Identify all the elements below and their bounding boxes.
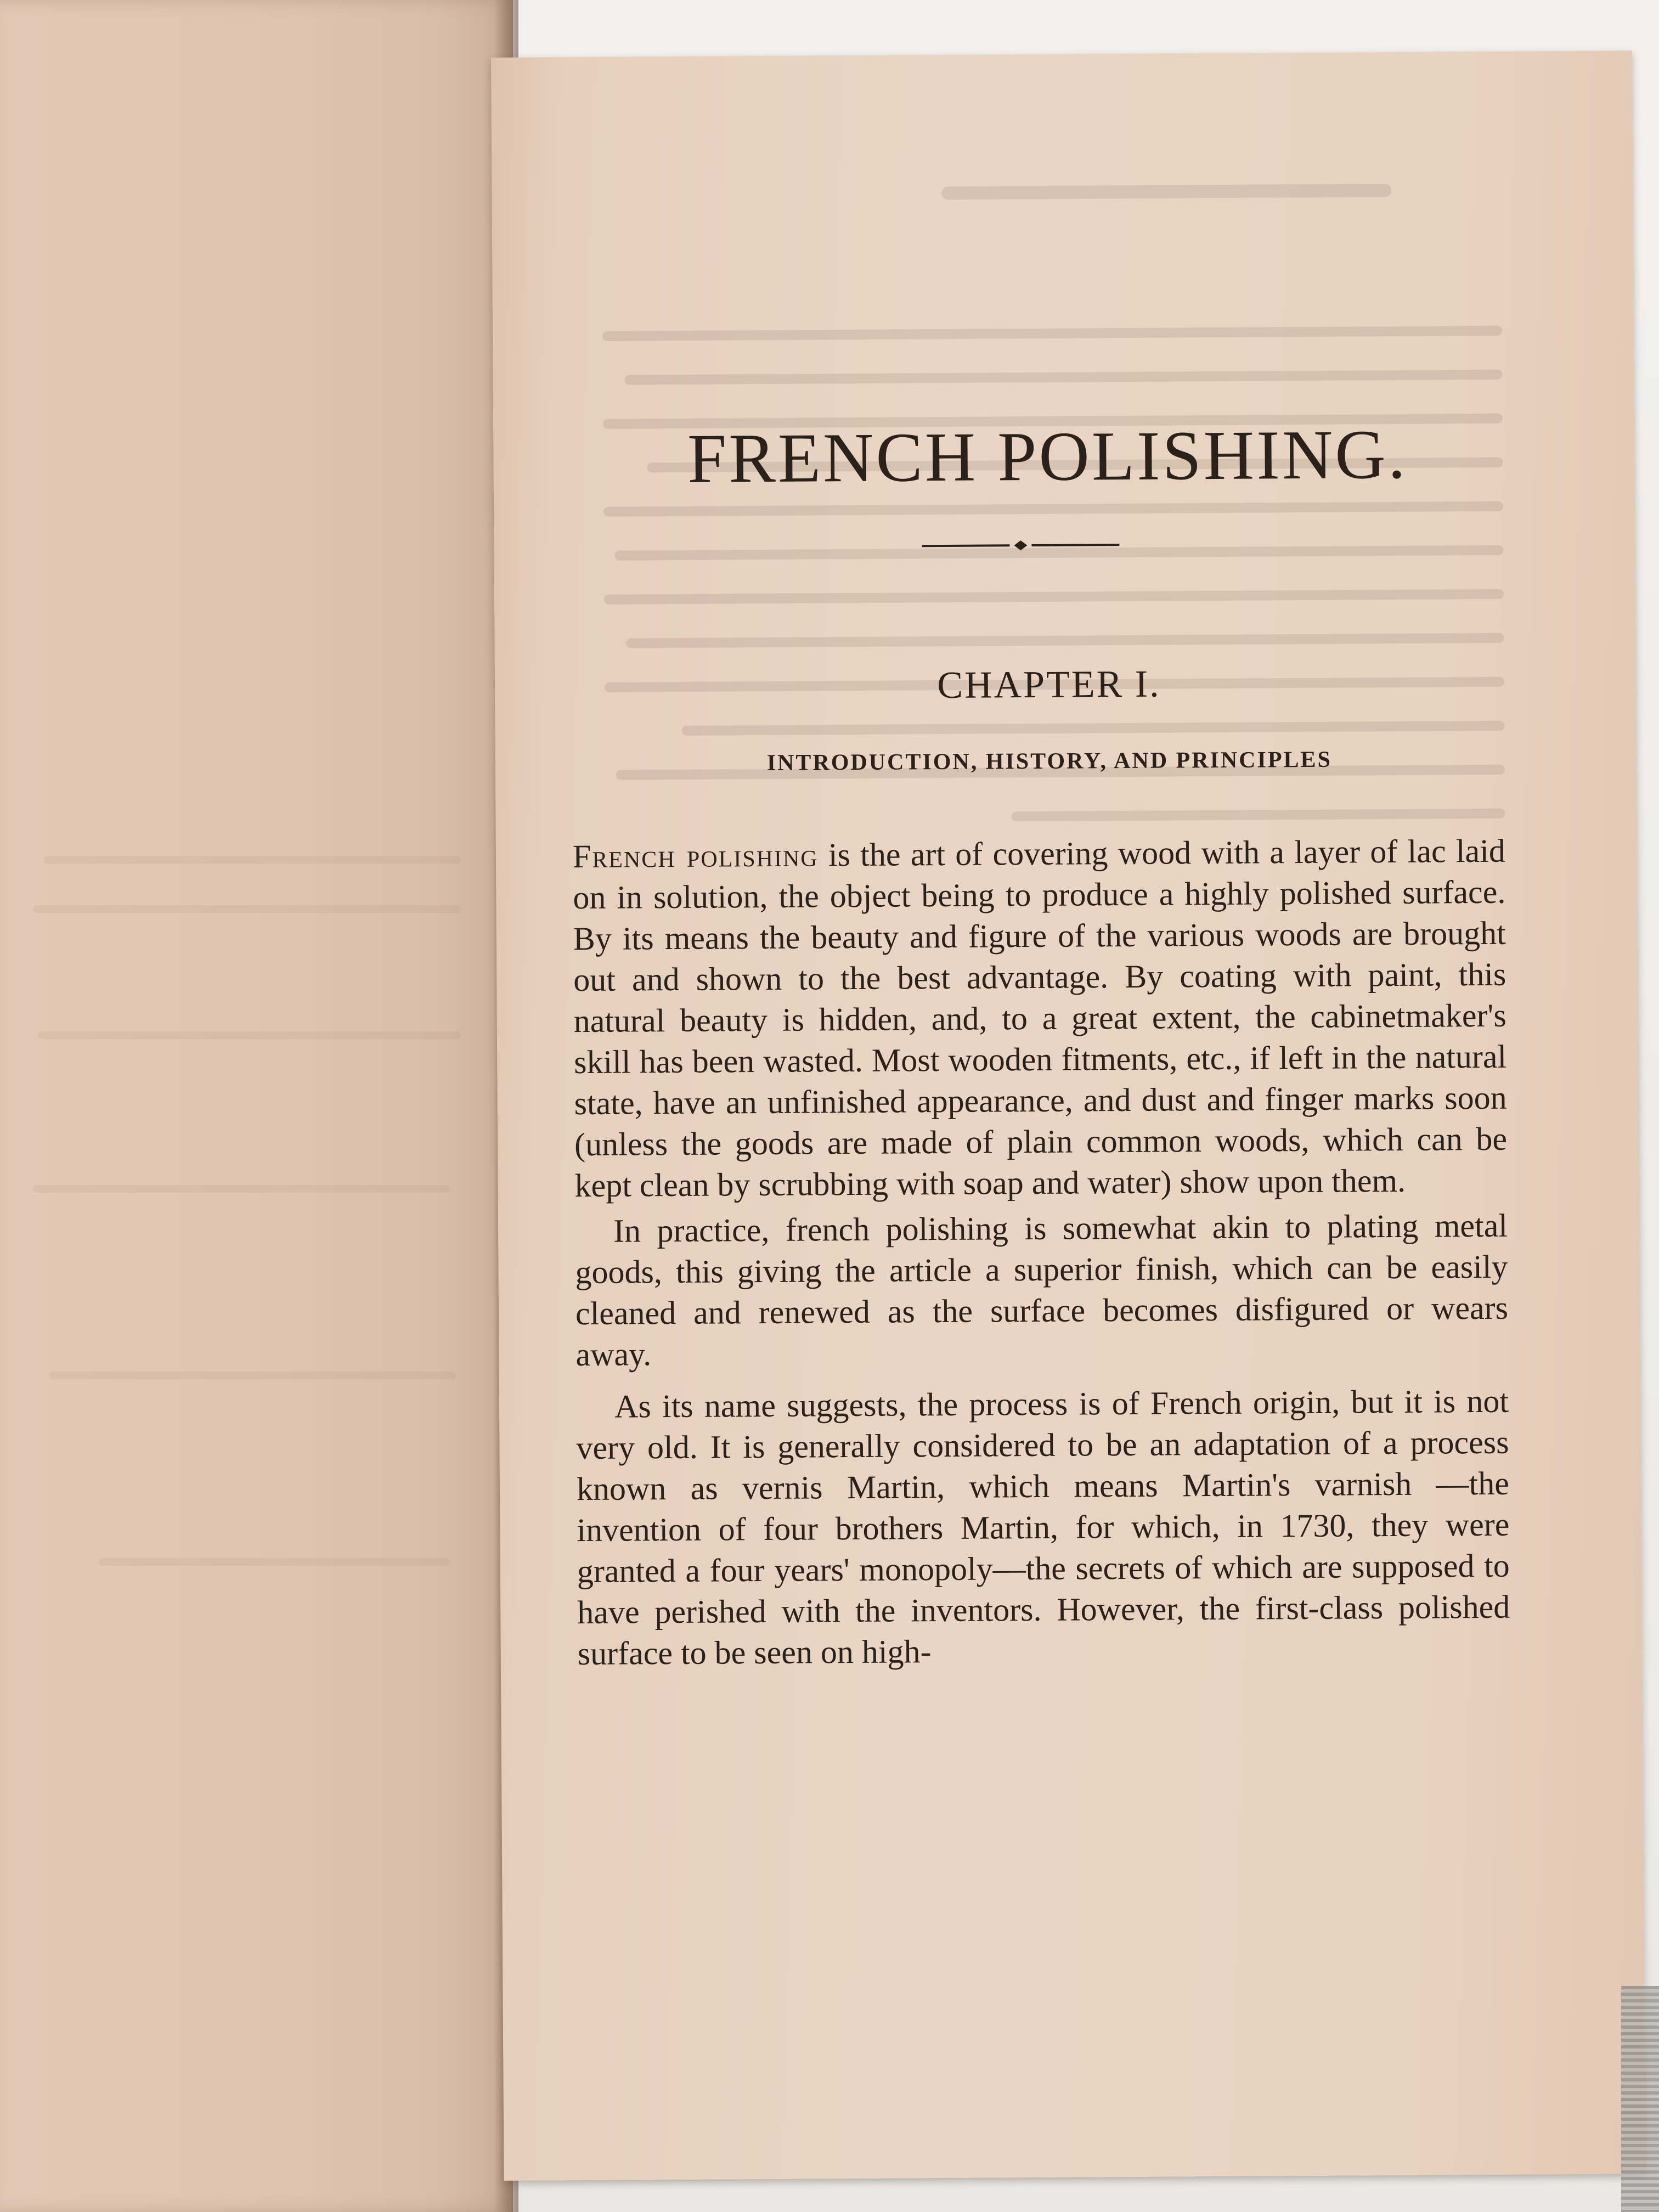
bleed-through-line bbox=[604, 589, 1504, 605]
bleed-through-line bbox=[626, 633, 1504, 648]
title-rule-ornament bbox=[922, 537, 1119, 554]
paragraph-2: In practice, french polishing is somewhat akin to plating metal goods, this giving the article a superior finish, which can be easily cleaned and renewed as the surface becomes disfigured or wears away. bbox=[575, 1207, 1509, 1373]
bleed-through-line bbox=[38, 1031, 461, 1039]
bleed-through-line bbox=[33, 905, 461, 913]
bleed-through-line bbox=[44, 856, 461, 864]
lead-in-small-caps: French polishing bbox=[572, 837, 819, 875]
paragraph-3: As its name suggests, the process is of French origin, but it is not very old. It is generally considered to be an adaptation of a process known as vernis Martin, which means Martin's varnish —the invention of four brothers Martin, for which, in 1730, they were granted a four years' monopoly—the secrets of which are supposed to have perished with the inventors. However, the first-class polished surface to be seen on high- bbox=[576, 1383, 1510, 1672]
paragraph-1-text: is the art of covering wood with a layer of lac laid on in solution, the object being to produce a highly polished surface. By its means the beauty and figure of the various woods are brought out and shown to the best advantage. By coating with paint, this natural beauty is hidden, and, to a great extent, the cabinetmaker's skill has been wasted. Most wooden fitments, etc., if left in the natural state, have an unfinished appearance, and dust and finger marks soon (unless the goods are made of plain common woods, which can be kept clean by scrubbing with soap and water) show upon them. bbox=[573, 832, 1508, 1204]
left-page bbox=[0, 0, 513, 2212]
bleed-through-line bbox=[99, 1558, 450, 1566]
chapter-subtitle: INTRODUCTION, HISTORY, AND PRINCIPLES bbox=[766, 747, 1333, 776]
chapter-heading: CHAPTER I. bbox=[937, 663, 1161, 707]
book-title: FRENCH POLISHING. bbox=[687, 415, 1408, 498]
bleed-through-line bbox=[602, 326, 1502, 341]
body-text bbox=[573, 831, 1510, 1674]
page-text-block bbox=[568, 52, 1510, 1672]
bleed-through-line bbox=[33, 1185, 450, 1193]
bleed-through-line bbox=[681, 721, 1504, 736]
right-page bbox=[491, 50, 1645, 2181]
bleed-through-line bbox=[1011, 809, 1505, 821]
paragraph-1 bbox=[573, 831, 1508, 1206]
book-binding-edge bbox=[1621, 1986, 1659, 2212]
bleed-through-header bbox=[941, 184, 1391, 200]
bleed-through-line bbox=[49, 1372, 455, 1379]
bleed-through-line bbox=[625, 370, 1503, 385]
bleed-through-line bbox=[603, 501, 1503, 517]
